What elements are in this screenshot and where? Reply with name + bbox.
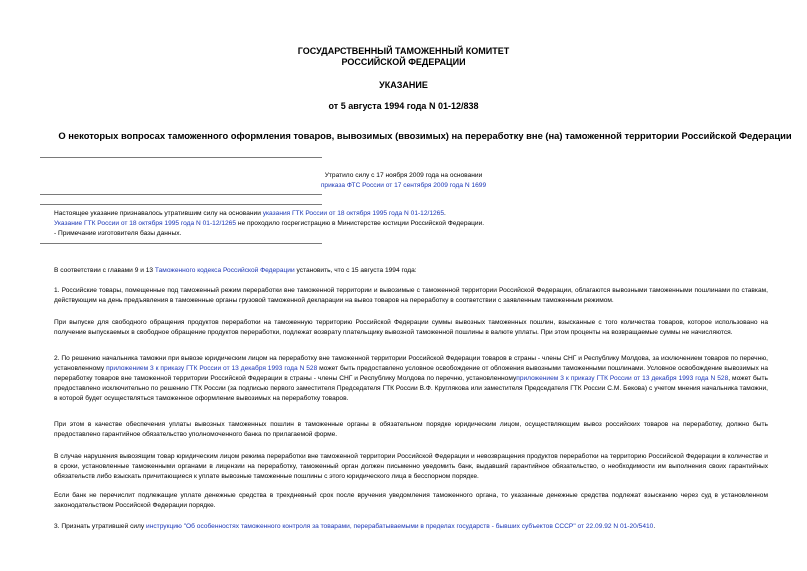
- lost-force-link[interactable]: приказа ФТС России от 17 сентября 2009 года N 1699: [320, 182, 487, 189]
- paragraph-3-text: 3. Признать утратившей силу: [54, 523, 147, 530]
- divider: [40, 194, 322, 195]
- preamble-text-end: установить, что с 15 августа 1994 года:: [294, 267, 417, 274]
- issuer-line-2: РОССИЙСКОЙ ФЕДЕРАЦИИ: [341, 57, 466, 67]
- lost-force-note: Утратило силу с 17 ноября 2009 года на основании: [324, 172, 483, 179]
- instruction-5410-link[interactable]: инструкцию "Об особенностях таможенного контроля за товарами, перерабатываемыми в пределах государств - бывших субъектов СССР" от 22.09.92 N 01-20/5410: [146, 523, 654, 530]
- divider: [40, 157, 322, 158]
- paragraph-3-end: .: [653, 523, 656, 530]
- paragraph-2-text: 2. По решению начальника таможни при вывозе юридическим лицом на переработку вне таможенной территории Российской Федерации товаров в страны - члены СНГ и Республику Молдова, за исключением товаров по перечню, установленному: [54, 355, 768, 372]
- editor-note-line-1: [54, 209, 446, 219]
- editor-note-line-3: - Примечание изготовителя базы данных.: [54, 230, 182, 237]
- preamble-paragraph: [54, 266, 768, 276]
- editor-note-text: не проходило госрегистрацию в Министерстве юстиции Российской Федерации.: [235, 220, 485, 227]
- lost-force-link-line: [0, 181, 807, 191]
- order-528-link[interactable]: приложением 3 к приказу ГТК России от 13 декабря 1993 года N 528: [106, 365, 318, 372]
- paragraph-1: 1. Российские товары, помещенные под таможенный режим переработки вне таможенной территории и вывозимые с таможенной территории Российской Федерации, облагаются вывозными таможенными пошлинами по ставкам, действующим на день предъявления в таможенные органы грузовой таможенной декларации на вывоз товаров на переработку в соответствии с заявленным таможенным режимом.: [54, 287, 768, 304]
- directive-1995-link[interactable]: указания ГТК России от 18 октября 1995 года N 01-12/1265: [262, 210, 445, 217]
- paragraph-1-continued: При выпуске для свободного обращения продуктов переработки на таможенную территорию Российской Федерации суммы вывозных таможенных пошлин, взысканные с того количества товаров, которое использовано на получение выпускаемых в свободное обращение продуктов переработки, подлежат возврату плательщику вывозной таможенной пошлины в валюте уплаты. При этом проценты на возвращаемые суммы не начисляются.: [54, 319, 768, 336]
- customs-code-link[interactable]: Таможенного кодекса Российской Федерации: [154, 267, 295, 274]
- divider: [40, 204, 322, 205]
- editor-note-punct: .: [444, 210, 446, 217]
- document-type: УКАЗАНИЕ: [379, 80, 428, 90]
- document-title: О некоторых вопросах таможенного оформления товаров, вывозимых (ввозимых) на переработку вне (на) таможенной территории Российской Федерации: [58, 130, 792, 141]
- order-528-link-2[interactable]: приложением 3 к приказу ГТК России от 13 декабря 1993 года N 528: [516, 375, 729, 382]
- directive-1995-link-2[interactable]: Указание ГТК России от 18 октября 1995 года N 01-12/1265: [54, 220, 236, 227]
- divider: [40, 243, 322, 244]
- preamble-text: В соответствии с главами 9 и 13: [54, 267, 155, 274]
- paragraph-2-bank: Если банк не перечислит подлежащие уплате денежные средства в трехдневный срок после вручения уведомления таможенного органа, то указанные денежные средства подлежат взысканию через суд в установленном законодательством Российской Федерации порядке.: [54, 492, 768, 509]
- editor-note-line-2: [54, 219, 484, 229]
- issuer-line-1: ГОСУДАРСТВЕННЫЙ ТАМОЖЕННЫЙ КОМИТЕТ: [297, 46, 510, 56]
- paragraph-2-violation: В случае нарушения вывозящим товар юридическим лицом режима переработки вне таможенной территории Российской Федерации и невозвращения продуктов переработки на территорию Российской Федерации в количестве и в сроки, установленные таможенными органами в лицензии на переработку, таможенный орган должен письменно уведомить банк, выдавший гарантийное обязательство, о необходимости им выполнения своих гарантийных обязательств либо взыскать причитающиеся к уплате вывозные таможенные пошлины с этого юридического лица в бесспорном порядке.: [54, 453, 768, 480]
- paragraph-2-text: может быть предоставлено условное освобождение от обложения вывозными таможенными пошлинами. Условное освобождение вывозимых на переработку товаров вне таможенной территории Российской Федерации в страны - члены СНГ и Республику Молдова по перечню, установленному: [54, 365, 768, 382]
- paragraph-2-guarantee: При этом в качестве обеспечения уплаты вывозных таможенных пошлин в таможенные органы в обязательном порядке юридическим лицом, осуществляющим вывоз российских товаров на переработку, должно быть предоставлено гарантийное обязательство уполномоченного банка по прилагаемой форме.: [54, 421, 768, 438]
- paragraph-3: [54, 522, 768, 532]
- paragraph-2-text: , может быть предоставлено исключительно по решению ГТК России (за подписью первого заместителя Председателя ГТК России В.Ф. Круглякова или заместителя Председателя ГТК России С.М. Бекова) с учетом мнения начальника таможни, в которой будет осуществляться таможенное оформление вывозимых на переработку товаров.: [54, 375, 768, 402]
- editor-note-text: Настоящее указание признавалось утратившим силу на основании: [54, 210, 263, 217]
- document-date-number: от 5 августа 1994 года N 01-12/838: [328, 101, 479, 111]
- paragraph-2: [54, 354, 768, 404]
